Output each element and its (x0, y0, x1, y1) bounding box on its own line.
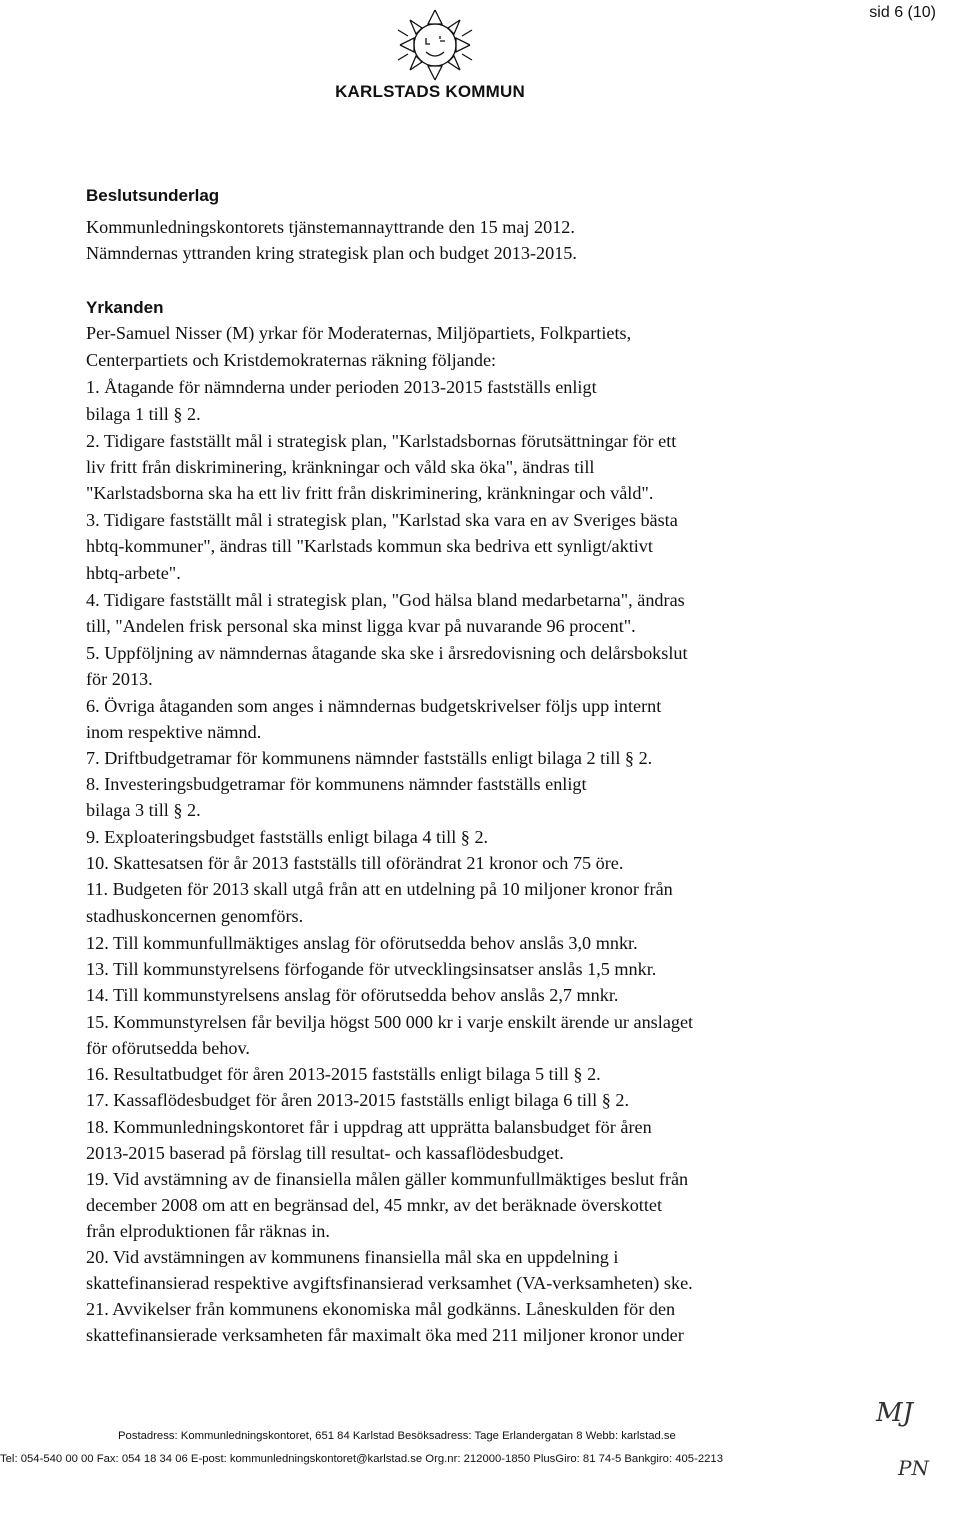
beslutsunderlag-line: Kommunledningskontorets tjänstemannayttrande den 15 maj 2012. (86, 217, 575, 237)
yrkanden-line: för 2013. (86, 669, 153, 689)
yrkanden-heading: Yrkanden (86, 298, 164, 317)
organization-name: KARLSTADS KOMMUN (335, 82, 525, 101)
yrkanden-line: 6. Övriga åtaganden som anges i nämndernas budgetskrivelser följs upp internt (86, 696, 662, 716)
yrkanden-line: stadhuskoncernen genomförs. (86, 906, 304, 926)
yrkanden-line: "Karlstadsborna ska ha ett liv fritt från diskriminering, kränkningar och våld". (86, 483, 654, 503)
yrkanden-line: 10. Skattesatsen för år 2013 fastställs till oförändrat 21 kronor och 75 öre. (86, 853, 624, 873)
yrkanden-line: till, "Andelen frisk personal ska minst ligga kvar på nuvarande 96 procent". (86, 616, 636, 636)
yrkanden-line: Centerpartiets och Kristdemokraternas räkning följande: (86, 350, 497, 370)
yrkanden-line: skattefinansierade verksamheten får maximalt öka med 211 miljoner kronor under (86, 1325, 684, 1345)
yrkanden-line: för oförutsedda behov. (86, 1038, 250, 1058)
beslutsunderlag-heading: Beslutsunderlag (86, 186, 220, 205)
yrkanden-line: 11. Budgeten för 2013 skall utgå från att en utdelning på 10 miljoner kronor från (86, 879, 673, 899)
yrkanden-line: 1. Åtagande för nämnderna under perioden 2013-2015 fastställs enligt (86, 377, 597, 397)
yrkanden-line: inom respektive nämnd. (86, 722, 262, 742)
yrkanden-line: 17. Kassaflödesbudget för åren 2013-2015 fastställs enligt bilaga 6 till § 2. (86, 1090, 629, 1110)
handwritten-initials: MJ (876, 1398, 914, 1428)
page-number: sid 6 (10) (869, 4, 936, 21)
beslutsunderlag-line: Nämndernas yttranden kring strategisk plan och budget 2013-2015. (86, 243, 577, 263)
yrkanden-line: 16. Resultatbudget för åren 2013-2015 fastställs enligt bilaga 5 till § 2. (86, 1064, 601, 1084)
handwritten-initials: PN (898, 1456, 929, 1480)
yrkanden-line: 3. Tidigare fastställt mål i strategisk plan, "Karlstad ska vara en av Sveriges bästa (86, 510, 678, 530)
yrkanden-line: 14. Till kommunstyrelsens anslag för oförutsedda behov anslås 2,7 mnkr. (86, 985, 619, 1005)
yrkanden-line: 20. Vid avstämningen av kommunens finansiella mål ska en uppdelning i (86, 1247, 619, 1267)
yrkanden-line: 19. Vid avstämning av de finansiella målen gäller kommunfullmäktiges beslut från (86, 1169, 689, 1189)
yrkanden-line: 2. Tidigare fastställt mål i strategisk plan, "Karlstadsbornas förutsättningar för ett (86, 431, 677, 451)
yrkanden-line: skattefinansierad respektive avgiftsfinansierad verksamhet (VA-verksamheten) ske. (86, 1273, 693, 1293)
footer-contact-line: Tel: 054-540 00 00 Fax: 054 18 34 06 E-post: kommunledningskontoret@karlstad.se Org.nr: 212000-1850 PlusGiro: 81 74-5 Bankgiro: 405-2213 (0, 1453, 723, 1465)
yrkanden-line: bilaga 1 till § 2. (86, 404, 201, 424)
yrkanden-line: liv fritt från diskriminering, kränkningar och våld ska öka", ändras till (86, 457, 595, 477)
yrkanden-line: 5. Uppföljning av nämndernas åtagande ska ske i årsredovisning och delårsbokslut (86, 643, 688, 663)
yrkanden-line: 8. Investeringsbudgetramar för kommunens nämnder fastställs enligt (86, 774, 587, 794)
yrkanden-line: 21. Avvikelser från kommunens ekonomiska mål godkänns. Låneskulden för den (86, 1299, 676, 1319)
yrkanden-line: 12. Till kommunfullmäktiges anslag för oförutsedda behov anslås 3,0 mnkr. (86, 933, 638, 953)
yrkanden-line: 7. Driftbudgetramar för kommunens nämnder fastställs enligt bilaga 2 till § 2. (86, 748, 653, 768)
footer-address-line: Postadress: Kommunledningskontoret, 651 84 Karlstad Besöksadress: Tage Erlandergatan 8 Webb: karlstad.se (118, 1430, 676, 1442)
yrkanden-line: 15. Kommunstyrelsen får bevilja högst 500 000 kr i varje enskilt ärende ur anslaget (86, 1012, 694, 1032)
yrkanden-line: bilaga 3 till § 2. (86, 800, 201, 820)
yrkanden-line: december 2008 om att en begränsad del, 45 mnkr, av det beräknade överskottet (86, 1195, 663, 1215)
yrkanden-line: 4. Tidigare fastställt mål i strategisk plan, "God hälsa bland medarbetarna", ändras (86, 590, 685, 610)
yrkanden-line: hbtq-kommuner", ändras till "Karlstads kommun ska bedriva ett synligt/aktivt (86, 536, 653, 556)
yrkanden-line: hbtq-arbete". (86, 563, 181, 583)
yrkanden-line: 13. Till kommunstyrelsens förfogande för utvecklingsinsatser anslås 1,5 mnkr. (86, 959, 657, 979)
yrkanden-line: 18. Kommunledningskontoret får i uppdrag att upprätta balansbudget för åren (86, 1117, 652, 1137)
yrkanden-line: från elproduktionen får räknas in. (86, 1221, 330, 1241)
yrkanden-line: 9. Exploateringsbudget fastställs enligt bilaga 4 till § 2. (86, 827, 489, 847)
yrkanden-line: Per-Samuel Nisser (M) yrkar för Moderaternas, Miljöpartiets, Folkpartiets, (86, 323, 632, 343)
karlstad-sun-logo (378, 8, 492, 82)
yrkanden-line: 2013-2015 baserad på förslag till resultat- och kassaflödesbudget. (86, 1143, 564, 1163)
